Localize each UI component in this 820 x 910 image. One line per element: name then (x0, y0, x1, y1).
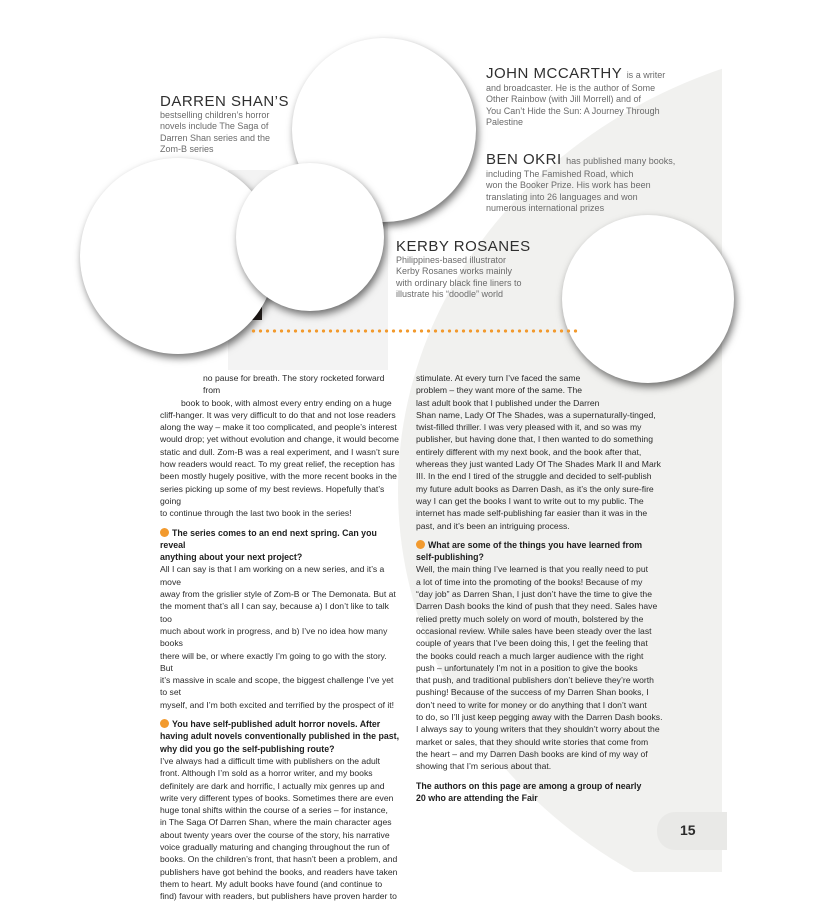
text-line: I’ve always had a difficult time with publishers on the adult (160, 755, 381, 766)
question-line: having adult novels conventionally published in the past, (160, 731, 400, 742)
text-line: voice gradually maturing and changing throughout the run of (160, 841, 390, 852)
text-line: about twenty years over the course of the story, his narrative (160, 829, 390, 840)
author-name: DARREN SHAN’S (160, 93, 290, 110)
answer-paragraph (160, 755, 400, 903)
bio-line: with ordinary black fine liners to (396, 277, 522, 288)
paragraph-intro (160, 372, 400, 520)
bio-line: Kerby Rosanes works mainly (396, 266, 513, 277)
bio-line: Other Rainbow (with Jill Morrell) and of (486, 94, 642, 105)
bio-line: Zom-B series (160, 144, 214, 155)
text-line: been mostly hugely positive, with the more recent books in the (160, 471, 397, 482)
text-line: last adult book that I published under the Darren (416, 397, 600, 408)
bio-line: illustrate his “doodle” world (396, 289, 504, 300)
orange-bullet-icon (160, 719, 169, 728)
answer-paragraph (416, 563, 666, 772)
bio-line: translating into 26 languages and won (486, 191, 638, 202)
bio-line: won the Booker Prize. His work has been (486, 180, 651, 191)
author-bio (396, 255, 556, 301)
portrait-circle-kerby-rosanes (562, 215, 734, 383)
question-heading (160, 718, 400, 755)
text-line: find) favour with readers, but publishers have proven harder to (160, 891, 397, 902)
text-line: publisher, but having done that, I then wanted to do something (416, 434, 653, 445)
bio-inline: is a writer (626, 70, 666, 80)
orange-dotted-divider (250, 329, 580, 333)
author-caption-john-mccarthy (486, 65, 691, 129)
author-bio (486, 83, 691, 129)
text-line: away from the grislier style of Zom-B or The Demonata. But at (160, 589, 396, 600)
bio-line: bestselling children’s horror (160, 110, 270, 120)
text-line: to continue through the last two book in the series! (160, 508, 352, 519)
bio-line: Darren Shan series and the (160, 132, 271, 143)
text-line: book to book, with almost every entry ending on a huge (181, 397, 392, 408)
page-number: 15 (680, 822, 696, 838)
text-line: huge tonal shifts within the course of a series – for instance, (160, 805, 388, 816)
closing-note (416, 780, 666, 805)
question-heading (160, 527, 400, 564)
question-line: What are some of the things you have learned from (428, 539, 643, 550)
text-line: internet has made self-publishing far easier than it was in the (416, 508, 648, 519)
text-line: past, and it’s been an intriguing process. (416, 520, 570, 531)
text-line: couple of years that I’ve been doing this, I get the feeling that (416, 638, 648, 649)
text-line: way I can get the books I want to write out to my public. The (416, 495, 644, 506)
bio-line: Philippines-based illustrator (396, 255, 507, 265)
bio-line: Palestine (486, 117, 524, 128)
text-line: Shan name, Lady Of The Shades, was a supernaturally-tinged, (416, 409, 656, 420)
bio-inline: has published many books, (566, 156, 676, 166)
text-line: occasional review. While sales have been steady over the last (416, 625, 652, 636)
text-line: market or sales, that they should write stories that come from (416, 736, 649, 747)
author-caption-ben-okri (486, 151, 691, 215)
portrait-circle-ben-okri (236, 163, 384, 311)
question-heading (416, 539, 666, 564)
text-line: the moment that’s all I can say, because a) I don’t like to talk too (160, 601, 389, 624)
author-caption-darren-shan (160, 93, 300, 156)
author-caption-kerby-rosanes (396, 238, 556, 301)
author-bio (486, 169, 691, 215)
author-bio (160, 110, 300, 156)
text-line: pushing! Because of the success of my Darren Shan books, I (416, 687, 649, 698)
text-line: push – unfortunately I’m not in a position to give the books (416, 662, 638, 673)
text-line: All I can say is that I am working on a new series, and it’s a move (160, 564, 385, 587)
text-line: no pause for breath. The story rocketed forward from (203, 373, 385, 396)
text-line: III. In the end I tired of the struggle and decided to self-publish (416, 471, 652, 482)
text-line: much about work in progress, and b) I’ve no idea how many books (160, 625, 388, 649)
text-line: entirely different with my next book, and the book after that, (416, 446, 642, 457)
text-line: definitely are dark and horrific, I actually mix genres up and (160, 780, 385, 791)
text-line: I always say to young writers that they shouldn’t worry about the (416, 724, 660, 735)
paragraph-intro (416, 372, 666, 532)
text-line: that push, and traditional publishers don’t believe they’re worth (416, 675, 654, 686)
text-line: would drop; yet without evolution and change, it would become (160, 434, 399, 445)
text-line: books. On the children’s front, that hasn’t been a problem, and (160, 854, 398, 865)
text-line: cliff-hanger. It was very difficult to do that and not lose readers (160, 409, 396, 420)
text-line: whereas they just wanted Lady Of The Shades Mark II and Mark (416, 459, 661, 470)
question-line: why did you go the self-publishing route? (160, 743, 335, 754)
text-line: stimulate. At every turn I’ve faced the same (416, 373, 581, 383)
question-line: The series comes to an end next spring. Can you reveal (160, 527, 377, 550)
text-line: don’t need to write for money or do anything that I don’t want (416, 699, 647, 710)
text-line: there will be, or where exactly I’m going to go with the story. But (160, 650, 387, 673)
text-line: Well, the main thing I’ve learned is that you really need to put (416, 564, 649, 575)
text-line: myself, and I’m both excited and terrified by the prospect of it! (160, 699, 395, 710)
bio-line: novels include The Saga of (160, 121, 269, 132)
text-line: showing that I’m serious about that. (416, 761, 552, 772)
text-line: along the way – make it too complicated, and people’s interest (160, 422, 397, 433)
text-line: series picking up some of my best reviews. Hopefully that’s going (160, 483, 385, 506)
text-line: static and dull. Zom-B was a real experiment, and I wasn’t sure (160, 446, 400, 457)
closing-line: The authors on this page are among a group of nearly (416, 780, 642, 791)
orange-bullet-icon (416, 540, 425, 549)
author-name: KERBY ROSANES (396, 238, 531, 255)
text-line: problem – they want more of the same. The (416, 385, 583, 396)
orange-bullet-icon (160, 528, 169, 537)
text-line: write very different types of books. Sometimes there are even (160, 792, 394, 803)
author-name: JOHN MCCARTHY (486, 65, 623, 82)
text-line: to do, so I’ll just keep pegging away with the Darren Dash books. (416, 712, 663, 723)
text-line: a lot of time into the promoting of the books! Because of my (416, 576, 643, 587)
text-line: my future adult books as Darren Dash, as it’s the only sure-fire (416, 483, 654, 494)
text-line: front. Although I’m sold as a horror writer, and my books (160, 768, 373, 779)
text-line: the heart – and my Darren Dash books are kind of my way of (416, 748, 648, 759)
text-line: publishers have got behind the books, and readers have taken (160, 866, 398, 877)
text-line: them to heart. My adult books have found (and continue to (160, 878, 383, 889)
article-column-left (160, 372, 400, 902)
author-name: BEN OKRI (486, 151, 562, 168)
question-line: anything about your next project? (160, 552, 303, 563)
text-line: it’s massive in scale and scope, the biggest challenge I’ve yet to set (160, 675, 394, 698)
text-line: “day job” as Darren Shan, I just don’t have the time to give the (416, 589, 652, 600)
question-line: self-publishing? (416, 552, 484, 563)
text-line: Darren Dash books the kind of push that they need. Sales have (416, 601, 658, 612)
text-line: in The Saga Of Darren Shan, where the main character ages (160, 817, 392, 828)
text-line: twist-filled thriller. I was very pleased with it, and so was my (416, 422, 642, 433)
bio-line: including The Famished Road, which (486, 169, 634, 179)
article-column-right (416, 372, 666, 804)
answer-paragraph (160, 563, 400, 711)
text-line: how readers would react. To my great relief, the reception has (160, 459, 395, 470)
bio-line: You Can’t Hide the Sun: A Journey Through (486, 105, 660, 116)
closing-line: 20 who are attending the Fair (416, 792, 538, 803)
question-line: You have self-published adult horror novels. After (172, 719, 381, 730)
bio-line: numerous international prizes (486, 203, 605, 214)
text-line: the books could reach a much larger audience with the right (416, 650, 644, 661)
text-line: relied pretty much solely on word of mouth, bolstered by the (416, 613, 644, 624)
bio-line: and broadcaster. He is the author of Some (486, 83, 656, 93)
